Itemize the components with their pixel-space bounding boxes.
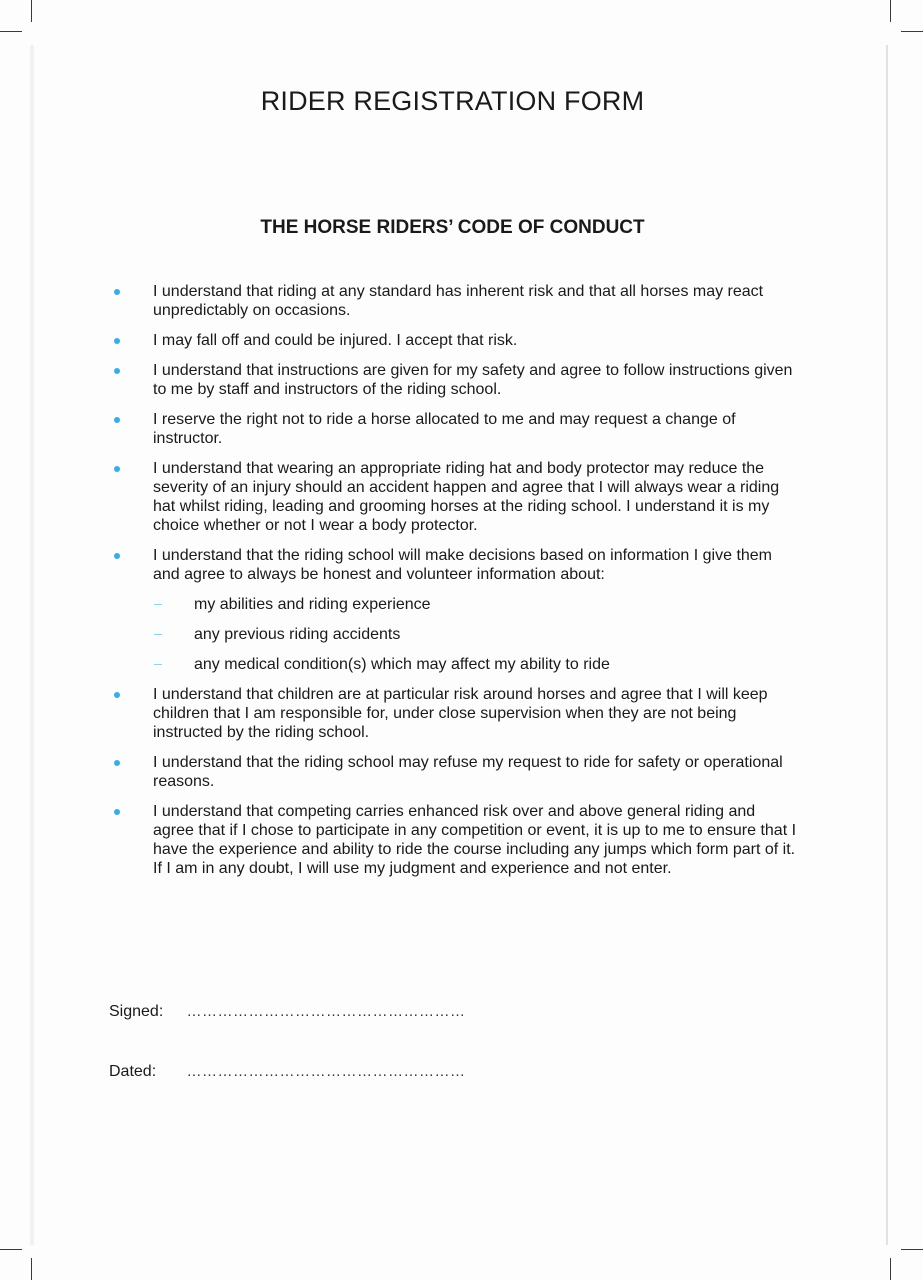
dash-icon (154, 604, 162, 605)
bullet-icon (114, 289, 120, 295)
crop-mark-top-left-h (0, 31, 22, 32)
date-row (109, 1063, 465, 1081)
statement-text: I understand that riding at any standard has inherent risk and that all horses may react unpredictably on occasions. (153, 283, 764, 319)
list-item (110, 459, 800, 535)
sub-list-item (110, 625, 800, 644)
statement-text: I may fall off and could be injured. I accept that risk. (153, 332, 518, 349)
bullet-icon (114, 417, 120, 423)
statement-text: I reserve the right not to ride a horse allocated to me and may request a change of instructor. (153, 411, 736, 447)
statement-text: I understand that wearing an appropriate riding hat and body protector may reduce the severity of an injury should an accident happen and agree that I will always wear a riding hat whilst riding, leading and grooming horses at the riding school. I understand it is my choice whether or not I wear a body protector. (153, 460, 780, 534)
statement-text: I understand that the riding school will make decisions based on information I give them and agree to always be honest and volunteer information about: (153, 547, 773, 583)
crop-mark-top-right-h (901, 31, 923, 32)
statement-text: I understand that competing carries enhanced risk over and above general riding and agree that if I chose to participate in any competition or event, it is up to me to ensure that I have the experience and ability to ride the course including any jumps which form part of it. If I am in any doubt, I will use my judgment and experience and not enter. (153, 803, 797, 877)
sub-statement-text: any previous riding accidents (194, 626, 401, 643)
signature-row (109, 1003, 465, 1021)
bullet-icon (114, 466, 120, 472)
list-item (110, 331, 800, 350)
dash-icon (154, 634, 162, 635)
sub-statement-text: any medical condition(s) which may affect my ability to ride (194, 656, 610, 673)
list-item (110, 802, 800, 878)
statement-text: I understand that instructions are given for my safety and agree to follow instructions given to me by staff and instructors of the riding school. (153, 362, 793, 398)
bullet-icon (114, 368, 120, 374)
statement-text: I understand that children are at particular risk around horses and agree that I will keep children that I am responsible for, under close supervision when they are not being instructed by the riding school. (153, 686, 768, 741)
code-of-conduct-list (110, 282, 800, 889)
list-item (110, 546, 800, 584)
bullet-icon (114, 760, 120, 766)
date-field[interactable]: ……………………………………………… (186, 1063, 466, 1080)
signed-label: Signed: (109, 1003, 164, 1020)
signature-field[interactable]: ……………………………………………… (186, 1003, 466, 1020)
list-item (110, 685, 800, 742)
list-item (110, 753, 800, 791)
crop-mark-bottom-right-h (901, 1249, 923, 1250)
crop-mark-bottom-right-v (890, 1258, 891, 1280)
crop-mark-top-left-v (31, 0, 32, 22)
list-item (110, 282, 800, 320)
statement-text: I understand that the riding school may refuse my request to ride for safety or operational reasons. (153, 754, 783, 790)
form-title: RIDER REGISTRATION FORM (260, 86, 645, 116)
bullet-icon (114, 692, 120, 698)
crop-mark-bottom-left-v (31, 1258, 32, 1280)
sub-list-item (110, 655, 800, 674)
bullet-icon (114, 338, 120, 344)
bullet-icon (114, 553, 120, 559)
list-item (110, 361, 800, 399)
bullet-icon (114, 809, 120, 815)
sub-statement-text: my abilities and riding experience (194, 596, 431, 613)
crop-mark-top-right-v (890, 0, 891, 22)
dash-icon (154, 664, 162, 665)
list-item (110, 410, 800, 448)
sub-list-item (110, 595, 800, 614)
dated-label: Dated: (109, 1063, 157, 1080)
code-of-conduct-heading: THE HORSE RIDERS’ CODE OF CONDUCT (260, 217, 645, 238)
crop-mark-bottom-left-h (0, 1249, 22, 1250)
